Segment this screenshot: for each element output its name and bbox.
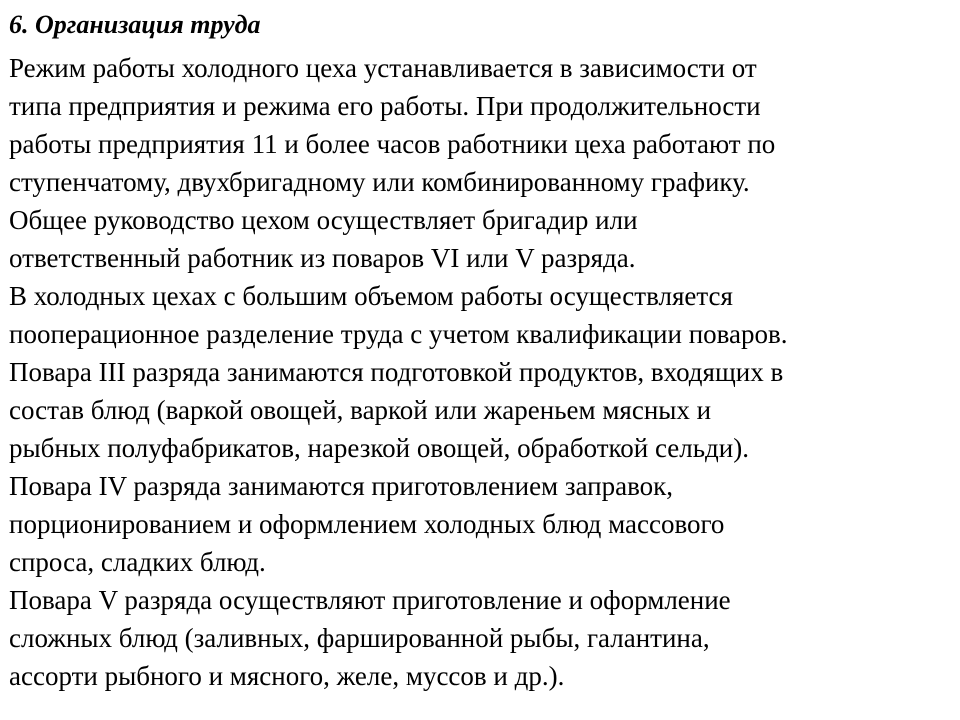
text-line-16: сложных блюд (заливных, фаршированной рыбы, галантина, xyxy=(9,623,710,653)
text-line-14: спроса, сладких блюд. xyxy=(9,547,266,577)
text-line-13: порционированием и оформлением холодных блюд массового xyxy=(9,509,725,539)
text-line-7: В холодных цехах с большим объемом работы осуществляется xyxy=(9,281,733,311)
text-line-1: Режим работы холодного цеха устанавливается в зависимости от xyxy=(9,53,757,83)
text-line-4: ступенчатому, двухбригадному или комбинированному графику. xyxy=(9,167,750,197)
text-line-5: Общее руководство цехом осуществляет бригадир или xyxy=(9,205,638,235)
text-line-8: пооперационное разделение труда с учетом квалификации поваров. xyxy=(9,319,788,349)
text-line-6: ответственный работник из поваров VI или V разряда. xyxy=(9,243,636,273)
text-line-17: ассорти рыбного и мясного, желе, муссов и др.). xyxy=(9,661,565,691)
slide-title: 6. Организация труда xyxy=(9,10,261,39)
text-line-12: Повара IV разряда занимаются приготовлением заправок, xyxy=(9,471,674,501)
text-line-2: типа предприятия и режима его работы. При продолжительности xyxy=(9,91,761,121)
text-line-9: Повара III разряда занимаются подготовкой продуктов, входящих в xyxy=(9,357,784,387)
text-line-3: работы предприятия 11 и более часов работники цеха работают по xyxy=(9,129,776,159)
text-line-15: Повара V разряда осуществляют приготовление и оформление xyxy=(9,585,731,615)
text-line-10: состав блюд (варкой овощей, варкой или жареньем мясных и xyxy=(9,395,712,425)
text-line-11: рыбных полуфабрикатов, нарезкой овощей, обработкой сельди). xyxy=(9,433,749,463)
